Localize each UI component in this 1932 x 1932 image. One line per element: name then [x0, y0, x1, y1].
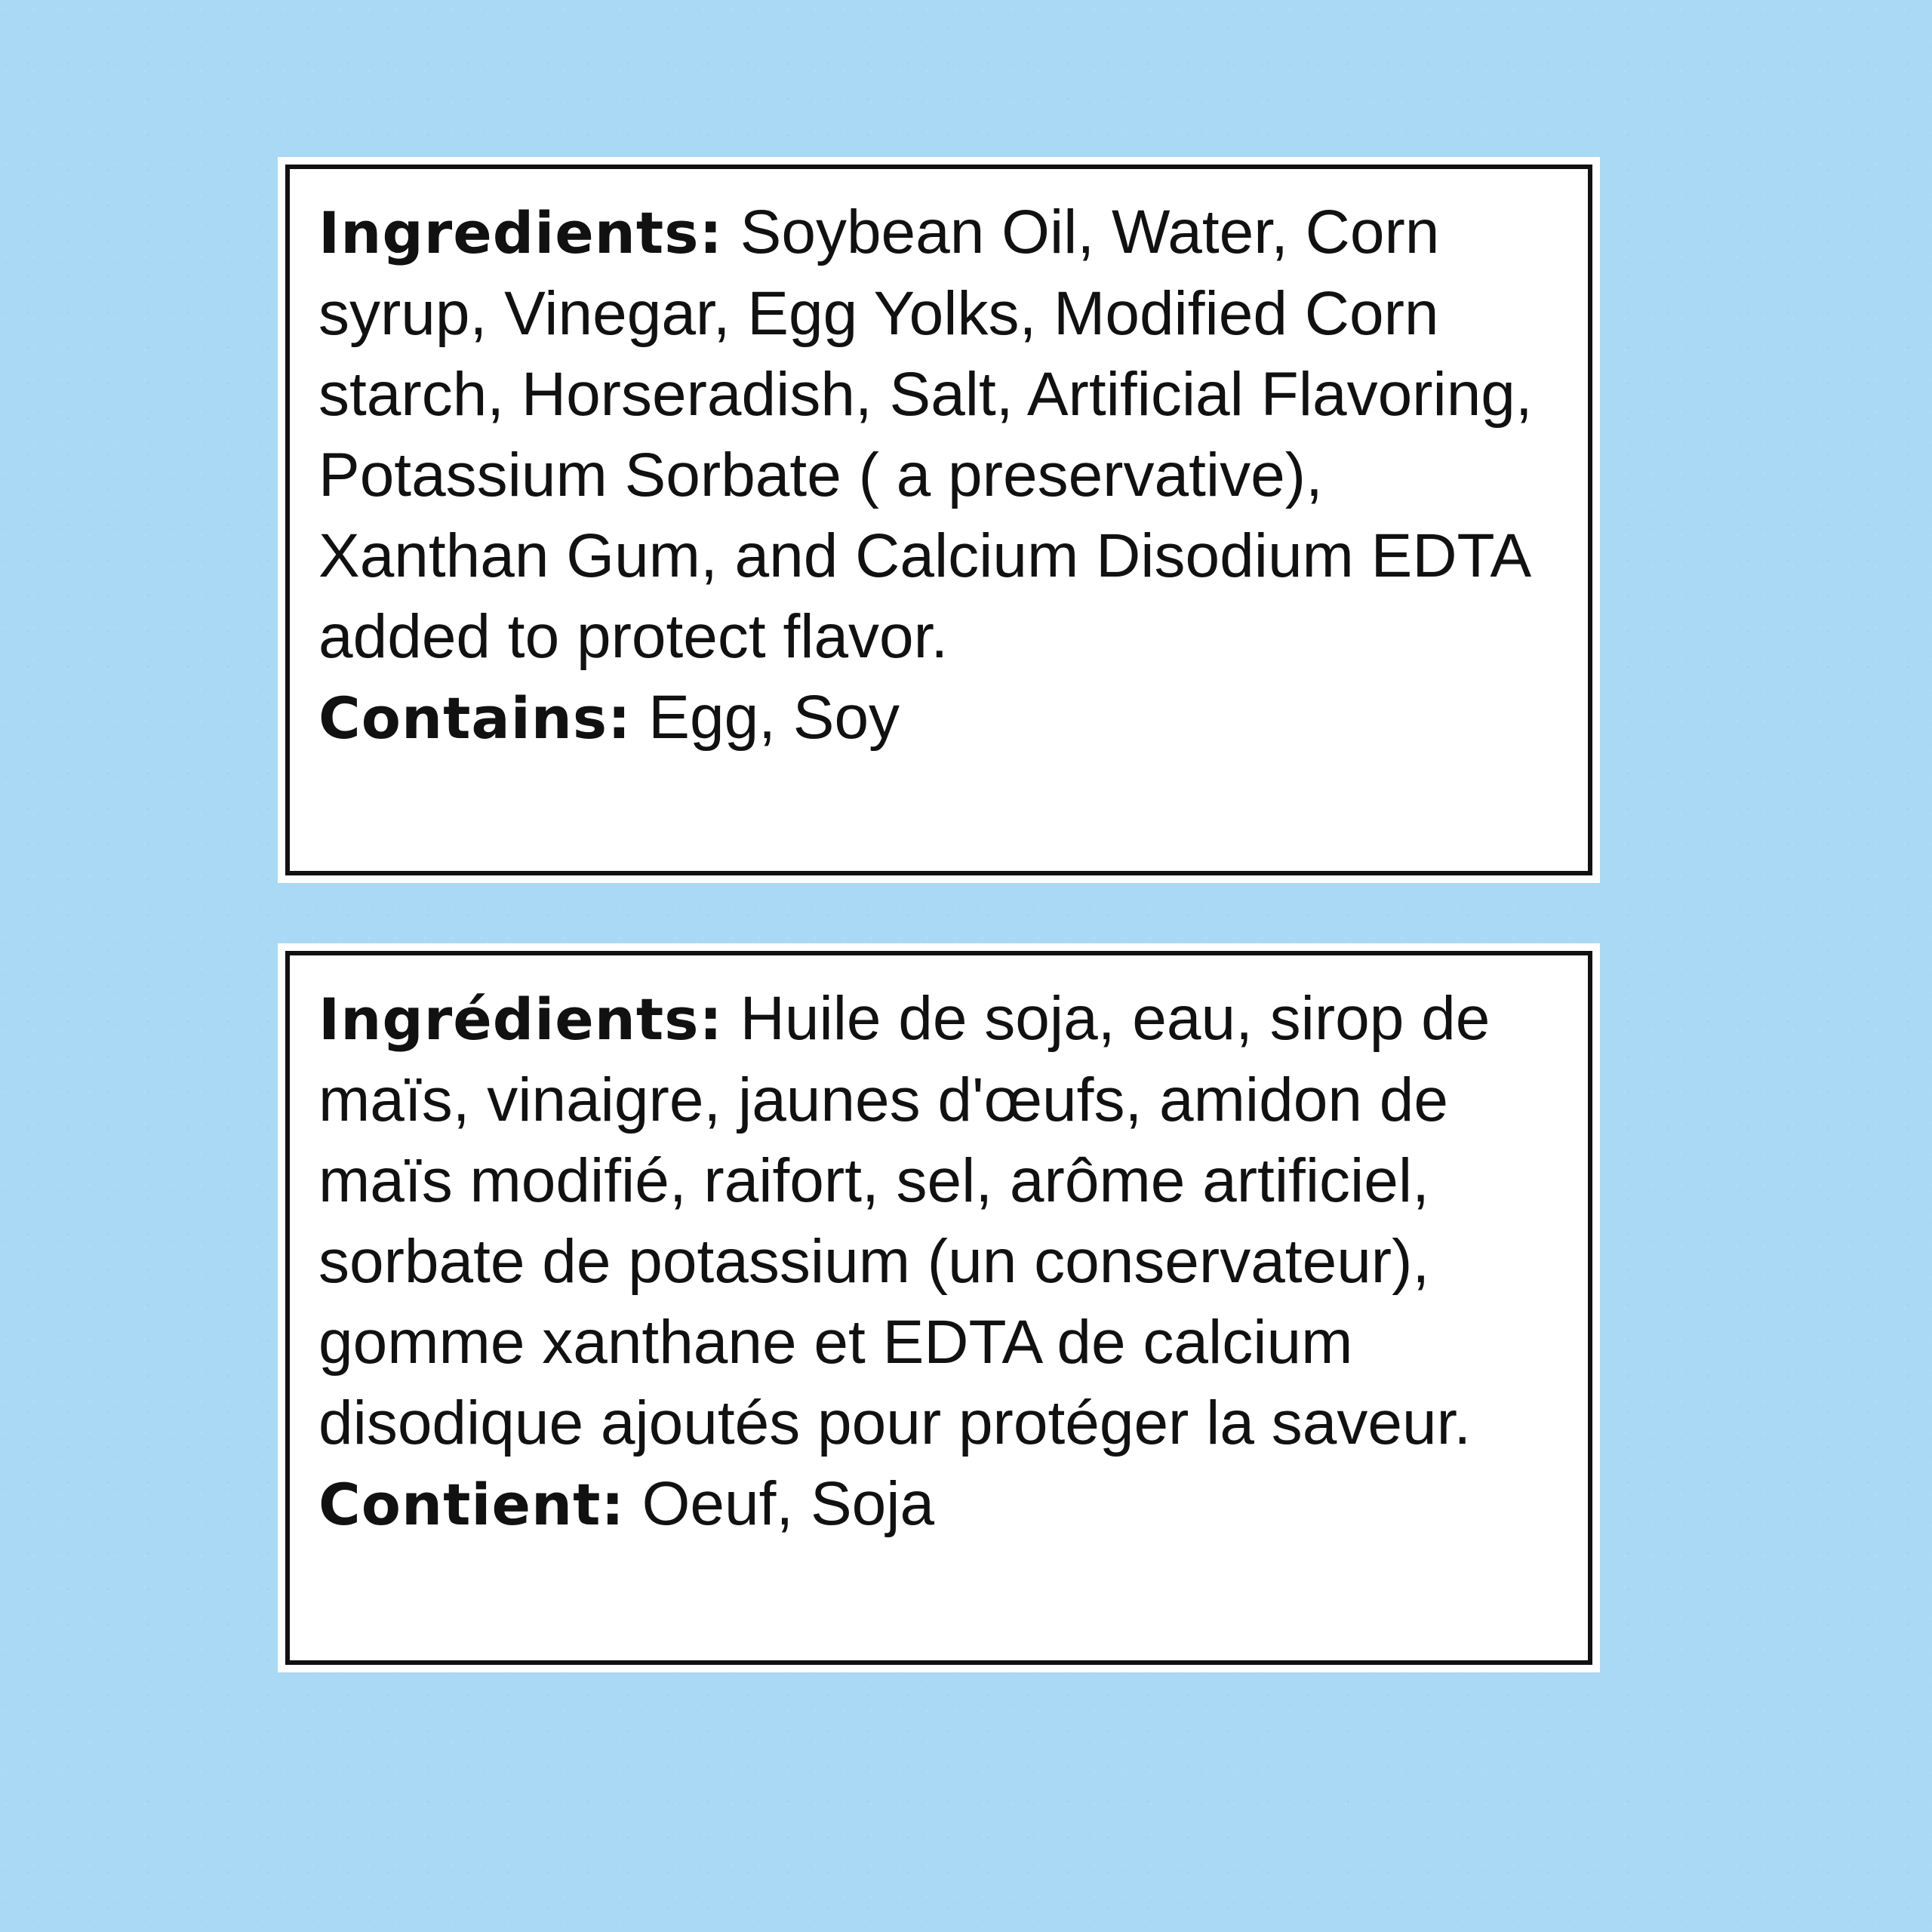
french-ingredients-text: Huile de soja, eau, sirop de maïs, vinaigre, jaunes d'œufs, amidon de maïs modifié, raifort, sel, arôme artificiel, sorbate de potassium (un conservateur), gomme xanthane et EDTA de calcium disodique ajoutés pour protéger la saveur.	[318, 984, 1491, 1457]
english-ingredients-panel	[278, 157, 1600, 883]
english-ingredients-paragraph	[318, 192, 1561, 677]
french-ingredients-paragraph	[318, 978, 1561, 1463]
english-contains-text: Egg, Soy	[631, 683, 900, 752]
french-ingredients-panel	[278, 943, 1600, 1672]
french-contains-text: Oeuf, Soja	[624, 1469, 935, 1538]
french-ingredients-label: Ingrédients:	[318, 986, 723, 1053]
french-contains-paragraph	[318, 1463, 1561, 1545]
english-contains-label: Contains:	[318, 685, 632, 752]
english-ingredients-label: Ingredients:	[318, 199, 723, 266]
english-panel-border	[285, 165, 1592, 875]
english-ingredients-text: Soybean Oil, Water, Corn syrup, Vinegar, Egg Yolks, Modified Corn starch, Horseradish, Salt, Artificial Flavoring, Potassium Sorbate ( a preservative), Xanthan Gum, and Calcium Disodium EDTA added to protect flavor.	[318, 198, 1533, 671]
french-panel-border	[285, 951, 1592, 1665]
english-contains-paragraph	[318, 677, 1561, 758]
french-contains-label: Contient:	[318, 1471, 625, 1538]
